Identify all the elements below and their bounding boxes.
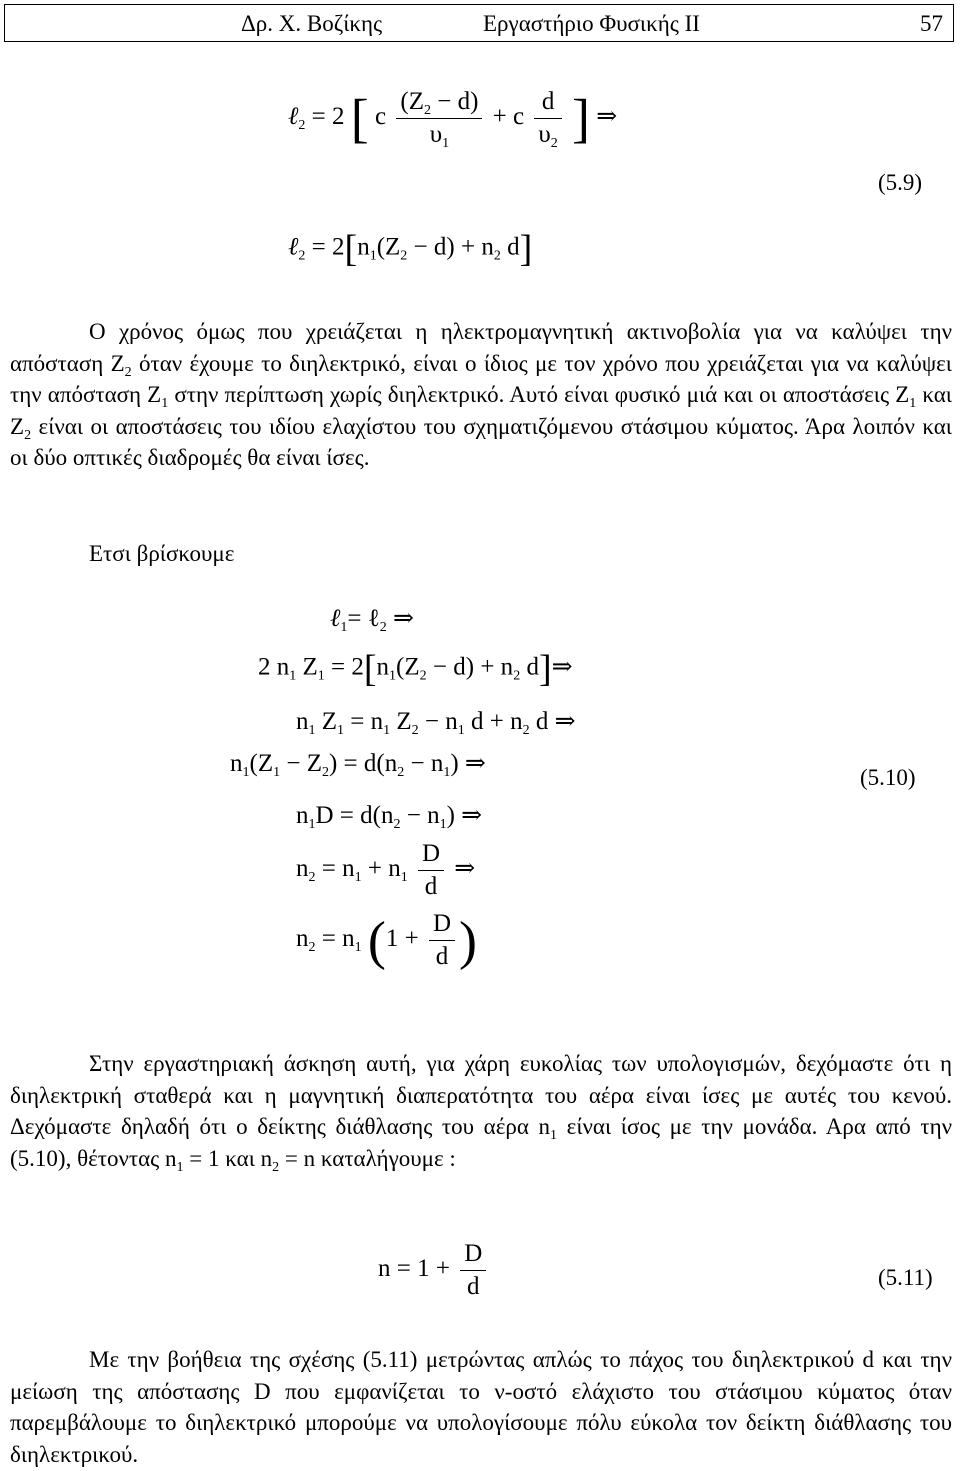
equation-5-10-row3: $n_1$ $Z_1 = n_1$ $Z_2 - n_1$ $d + n_2$ d ⇒ bbox=[296, 708, 576, 738]
paragraph-conclusion: Με την βοήθεια της σχέσης (5.11) μετρώντας απλώς το πάχος του διηλεκτρικού d και την μείωση της απόστασης D που εμφανίζεται το ν-οστό ελάχιστο του στάσιμου κύματος όταν παρεμβάλουμε το διηλεκτρικό μπορούμε να υπολογίσουμε πόλυ εύκολα τον δείκτη διάθλασης του διηλεκτρικού. bbox=[10, 1347, 952, 1467]
page-header bbox=[4, 4, 954, 42]
equation-5-10-row2: 2 $n_1$ $Z_1 = 2[n_1(Z_2 - d) + n_2$ d]⇒ bbox=[258, 648, 573, 690]
equation-5-10-row7: $n_2 = n_1$ (1 + $\frac{D}{d}$ ) bbox=[296, 910, 477, 971]
page-number: 57 bbox=[920, 11, 943, 36]
intro-find-text: Ετσι βρίσκουμε bbox=[89, 541, 235, 566]
fraction-d-over-v2: $\frac{d}{\upsilon_2}$ bbox=[534, 88, 561, 149]
equation-5-10-row1: ℓ$_1$= ℓ$_2$ ⇒ bbox=[330, 605, 414, 635]
equation-5-10-row5: $n_1D = d(n_2 - n_1)$ ⇒ bbox=[296, 802, 483, 832]
paragraph-assumption: Στην εργαστηριακή άσκηση αυτή, για χάρη ευκολίας των υπολογισμών, δεχόμαστε ότι η διηλεκτρική σταθερά και η μαγνητική διαπερατότητα του αέρα είναι ίσες με αυτές του κενού. Δεχόμαστε δηλαδή ότι ο δείκτης διάθλασης του αέρα $n_1$ είναι ίσος με την μονάδα. Αρα από την (5.10), θέτοντας $n_1 = 1$ και $n_2 = n$ καταλήγουμε : bbox=[10, 1051, 952, 1175]
equation-5-9-line2: ℓ$_2$ = $2[n_1(Z_2 - d) + n_2$ d] bbox=[288, 228, 533, 270]
equation-number-5-10: (5.10) bbox=[860, 765, 916, 790]
fraction-z2-d-over-v1: $\frac{(Z_2 - d)}{\upsilon_1}$ bbox=[396, 88, 482, 149]
fraction-D-over-d: $\frac{D}{d}$ bbox=[418, 840, 444, 901]
implies-arrow: ⇒ bbox=[596, 103, 618, 131]
equation-number-5-9: (5.9) bbox=[878, 170, 923, 195]
paragraph-optical-path: Ο χρόνος όμως που χρειάζεται η ηλεκτρομαγνητική ακτινοβολία για να καλύψει την απόσταση $Z_2$ όταν έχουμε το διηλεκτρικό, είναι ο ίδιος με τον χρόνο που χρειάζεται για να καλύψει την απόσταση $Z_1$ στην περίπτωση χωρίς διηλεκτρικό. Αυτό είναι φυσικό μιά και οι αποστάσεις $Z_1$ και $Z_2$ είναι οι αποστάσεις του ιδίου ελαχίστου του σχηματιζόμενου στάσιμου κύματος. Άρα λοιπόν και οι δύο οπτικές διαδρομές θα είναι ίσες. bbox=[10, 319, 952, 470]
fraction-D-over-d-3: $\frac{D}{d}$ bbox=[460, 1240, 486, 1301]
header-lab-title: Εργαστήριο Φυσικής ΙΙ bbox=[483, 11, 700, 36]
equation-5-10-row6: $n_2 = n_1 + n_1$ $\frac{D}{d}$ ⇒ bbox=[296, 840, 476, 900]
equation-5-11: n = 1 + $\frac{D}{d}$ bbox=[378, 1240, 490, 1301]
equation-5-10-row4: $n_1(Z_1 - Z_2) = d(n_2 - n_1)$ ⇒ bbox=[230, 750, 486, 780]
header-author: Δρ. Χ. Βοζίκης bbox=[241, 11, 383, 36]
fraction-D-over-d-2: $\frac{D}{d}$ bbox=[429, 910, 455, 971]
equation-5-9-line1: ℓ$_2$ = 2 [ c $\frac{(Z_2 - d)}{\upsilon_1}$ + c $\frac{d}{\upsilon_2}$ ] ⇒ bbox=[288, 88, 618, 151]
equation-number-5-11: (5.11) bbox=[878, 1265, 933, 1290]
